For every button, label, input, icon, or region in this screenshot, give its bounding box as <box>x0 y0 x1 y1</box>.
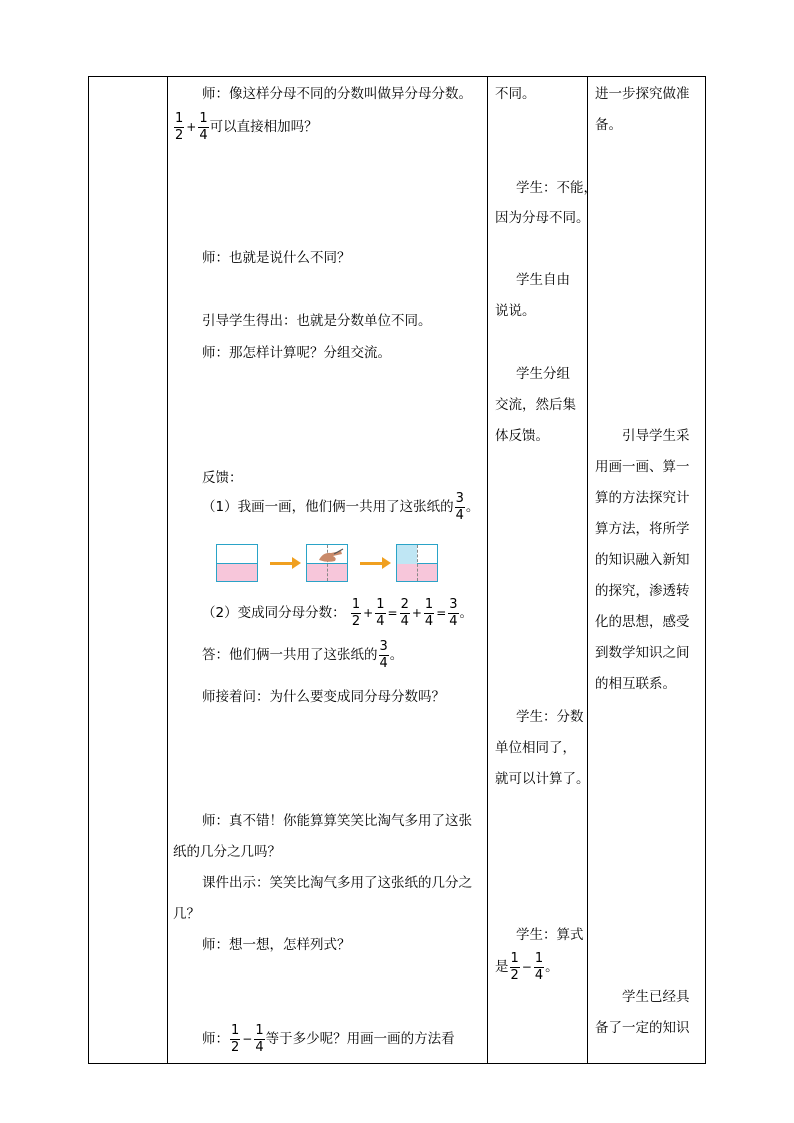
student-text-4b: 单位相同了， <box>495 740 576 756</box>
intent-text-1h: 到数学知识之间 <box>595 645 690 661</box>
paper-folding-hand <box>306 544 348 582</box>
paper-three-quarters-colored <box>396 544 438 582</box>
paper-half-pink <box>216 544 258 582</box>
intent-text-0b: 备。 <box>595 117 622 133</box>
intent-text-2a: 学生已经具 <box>622 989 690 1005</box>
student-text-5a: 学生：算式 <box>516 927 584 943</box>
intent-text-1a: 引导学生采 <box>622 428 690 444</box>
guide-conclusion: 引导学生得出：也就是分数单位不同。 <box>202 313 432 329</box>
question-difference-a: 师：真不错！你能算算笑笑比淘气多用了这张 <box>202 813 472 829</box>
question-difference-b: 纸的几分之几吗？ <box>173 844 281 860</box>
fraction-one-quarter: $\frac{1}{4}$ <box>199 111 208 143</box>
question-how-to-compute: 师：那怎样计算呢？分组交流。 <box>202 345 391 361</box>
student-text-5b: 是 $\frac{1}{2}$ − $\frac{1}{4}$ 。 <box>495 951 559 983</box>
intent-text-1f: 的探究，渗透转 <box>595 583 690 599</box>
feedback-item-2: （2）变成同分母分数： $\frac{1}{2}$ + $\frac{1}{4}$ = $\frac{2}{4}$ + $\frac{1}{4}$ = $\frac{3}{4}$ 。 <box>202 597 474 629</box>
intent-text-1g: 化的思想，感受 <box>595 614 690 630</box>
student-text-1a: 学生：不能， <box>516 180 597 196</box>
intent-text-1i: 的相互联系。 <box>595 676 676 692</box>
question-subtraction: 师： $\frac{1}{2}$ − $\frac{1}{4}$ 等于多少呢？用画一画的方法看 <box>202 1023 455 1055</box>
intent-text-1b: 用画一画、算一 <box>595 459 690 475</box>
fraction-question-1: $\frac{1}{2}$ + $\frac{1}{4}$ 可以直接相加吗？ <box>175 111 318 143</box>
student-text-3a: 学生分组 <box>516 366 570 382</box>
student-text-4c: 就可以计算了。 <box>495 771 590 787</box>
feedback-item-1: （1）我画一画，他们俩一共用了这张纸的 $\frac{3}{4}$ 。 <box>202 491 480 523</box>
intent-text-0a: 进一步探究做准 <box>595 86 690 102</box>
intro-line: 师：像这样分母不同的分数叫做异分母分数。 <box>202 86 472 102</box>
question-how-to-write: 师：想一想，怎样列式？ <box>202 937 351 953</box>
intent-text-1d: 算方法，将所学 <box>595 521 690 537</box>
student-text-4a: 学生：分数 <box>516 709 584 725</box>
student-text-2a: 学生自由 <box>516 272 570 288</box>
student-text-3c: 体反馈。 <box>495 428 549 444</box>
courseware-prompt-b: 几？ <box>173 906 200 922</box>
arrow-right-icon <box>360 562 384 565</box>
column-divider-1 <box>167 77 168 1063</box>
answer-line: 答：他们俩一共用了这张纸的 $\frac{3}{4}$ 。 <box>202 639 404 671</box>
student-text-0: 不同。 <box>495 86 536 102</box>
courseware-prompt-a: 课件出示：笑笑比淘气多用了这张纸的几分之 <box>202 875 472 891</box>
hand-drawing-icon <box>317 548 345 564</box>
column-divider-2 <box>487 77 488 1063</box>
fraction-three-quarters: $\frac{3}{4}$ <box>455 491 464 523</box>
intent-text-2b: 备了一定的知识 <box>595 1020 690 1036</box>
student-text-3b: 交流，然后集 <box>495 397 576 413</box>
arrow-right-icon <box>270 562 294 565</box>
fraction-one-half: $\frac{1}{2}$ <box>175 111 184 143</box>
student-text-2b: 说说。 <box>495 303 536 319</box>
question-what-differs: 师：也就是说什么不同？ <box>202 250 351 266</box>
question-why-same-denominator: 师接着问：为什么要变成同分母分数吗？ <box>202 689 445 705</box>
intent-text-1c: 算的方法探究计 <box>595 490 690 506</box>
intent-text-1e: 的知识融入新知 <box>595 552 690 568</box>
feedback-label: 反馈： <box>202 470 243 486</box>
student-text-1b: 因为分母不同。 <box>495 210 590 226</box>
